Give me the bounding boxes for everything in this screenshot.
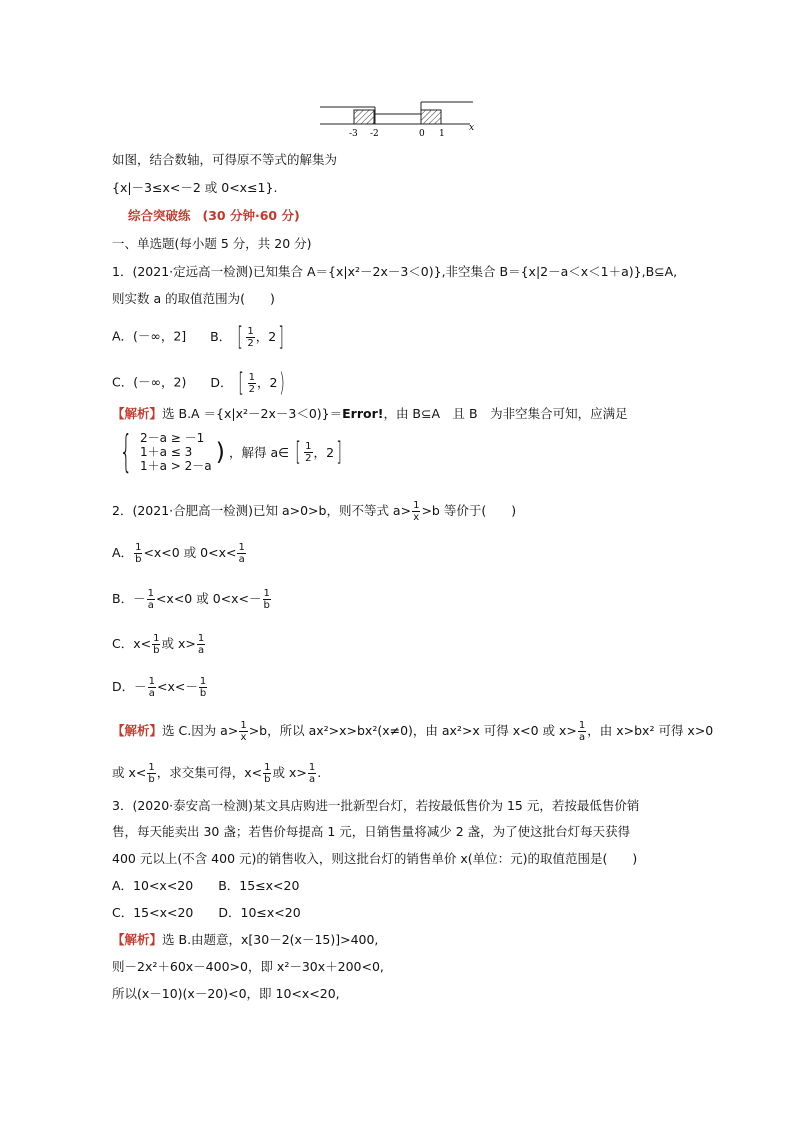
q1-option-d-interval: [ $\frac{1}{2}$ ， 2 ) [238, 368, 286, 398]
q3-answer-tag: 【解析】 [112, 932, 163, 947]
q1-answer-line-1 [112, 406, 628, 422]
q1-answer-text: 选 B.A ＝{x|x²－2x－3＜0)}＝ [162, 406, 343, 421]
q2-answer-line-1: 【解析】选 C.因为 a> $\frac{1}{x}$ >b，所以 ax²>x>bx²(x≠0)，由 ax²>x 可得 x<0 或 x> $\frac{1}{a}$ ，由 x>bx² 可得 x>0 [112, 720, 714, 743]
q1-options-cd [112, 370, 288, 396]
q3-answer-line-2: 则－2x²＋60x－400>0，即 x²－30x＋200<0, [112, 959, 384, 974]
q2-answer-tag: 【解析】 [112, 723, 163, 738]
q3-line-3: 400 元以上(不含 400 元)的销售收入，则这批台灯的销售单价 x(单位：元)的取值范围是( ) [112, 851, 638, 866]
q1-sys-row-1: 2－a ≥ －1 [139, 431, 205, 445]
q3-line-1: 3．(2020·泰安高一检测)某文具店购进一批新型台灯，若按最低售价为 15 元，若按最低售价销 [112, 798, 640, 813]
number-line-figure [315, 96, 485, 140]
q2-answer-line-2: 或 x< $\frac{1}{b}$ ，求交集可得，x< $\frac{1}{b}$ 或 x> $\frac{1}{a}$ . [112, 762, 322, 785]
q1-line-1: 1．(2021·定远高一检测)已知集合 A＝{x|x²－2x－3＜0)},非空集合 B＝{x|2－a＜x＜1＋a)},B⊆A, [112, 264, 678, 279]
q2-option-b: B．－ $\frac{1}{a}$ <x<0 或 0<x<－ $\frac{1}{b}$ [112, 588, 270, 611]
q1-option-c: C．(－∞，2) [112, 374, 187, 390]
section-subtitle: 一、单选题(每小题 5 分，共 20 分) [112, 236, 312, 251]
q2-option-d: D．－ $\frac{1}{a}$ <x<－ $\frac{1}{b}$ [112, 676, 207, 699]
axis-label-x: x [469, 123, 475, 133]
section-time: (30 分钟·60 分) [202, 208, 300, 223]
q1-sys-row-2: 1＋a ≤ 3 [139, 445, 193, 459]
q2-line-1: 2．(2021·合肥高一检测)已知 a>0>b，则不等式 a> $\frac{1}{x}$ >b 等价于( ) [112, 500, 517, 523]
q1-option-d-prefix: D． [210, 374, 233, 390]
q3-answer-line-3: 所以(x－10)(x－20)<0，即 10<x<20, [112, 986, 340, 1001]
intro-line-2: {x|－3≤x<－2 或 0<x≤1}. [112, 180, 278, 195]
q1-options-ab [112, 324, 286, 350]
tick-label-neg2: -2 [370, 129, 379, 139]
q1-sys-row-3: 1＋a > 2－a [139, 459, 212, 473]
tick-label-1: 1 [439, 129, 445, 139]
q1-answer-tag: 【解析】 [112, 406, 163, 421]
intro-line-1: 如图，结合数轴，可得原不等式的解集为 [112, 152, 338, 167]
q3-answer-line-1: 【解析】选 B.由题意，x[30－2(x－15)]>400, [112, 932, 379, 947]
q1-option-b-interval: [ $\frac{1}{2}$ ， 2 ] [237, 322, 285, 352]
section-title [128, 208, 300, 224]
q1-inequality-system: { 2－a ≥ －1 1＋a ≤ 3 1＋a > 2－a ) ，解得 a∈ [ $\frac{1}{2}$ ， 2 ] [112, 430, 344, 474]
q3-options-ab: A．10<x<20 B．15≤x<20 [112, 878, 300, 893]
tick-label-neg3: -3 [349, 129, 358, 139]
q3-options-cd: C．15<x<20 D．10≤x<20 [112, 905, 301, 920]
q1-answer-error: Error! [342, 406, 384, 421]
tick-label-0: 0 [419, 129, 425, 139]
q1-option-b-prefix: B． [210, 328, 232, 344]
q1-option-a: A．(－∞，2] [112, 328, 187, 344]
q2-option-c: C．x< $\frac{1}{b}$ 或 x> $\frac{1}{a}$ [112, 633, 205, 656]
q2-option-a: A． $\frac{1}{b}$ <x<0 或 0<x< $\frac{1}{a}$ [112, 542, 245, 565]
q1-line-2: 则实数 a 的取值范围为( ) [112, 291, 275, 306]
q1-answer-text-2: ，由 B⊆A 且 B 为非空集合可知，应满足 [383, 406, 628, 421]
q3-line-2: 售，每天能卖出 30 盏；若售价每提高 1 元，日销售量将减少 2 盏，为了使这批台灯每天获得 [112, 824, 631, 839]
section-title-text: 综合突破练 [128, 208, 191, 223]
q1-answer-tail: ，解得 a∈ [229, 445, 290, 460]
q1-answer-interval: [ $\frac{1}{2}$ ， 2 ] [295, 437, 342, 467]
